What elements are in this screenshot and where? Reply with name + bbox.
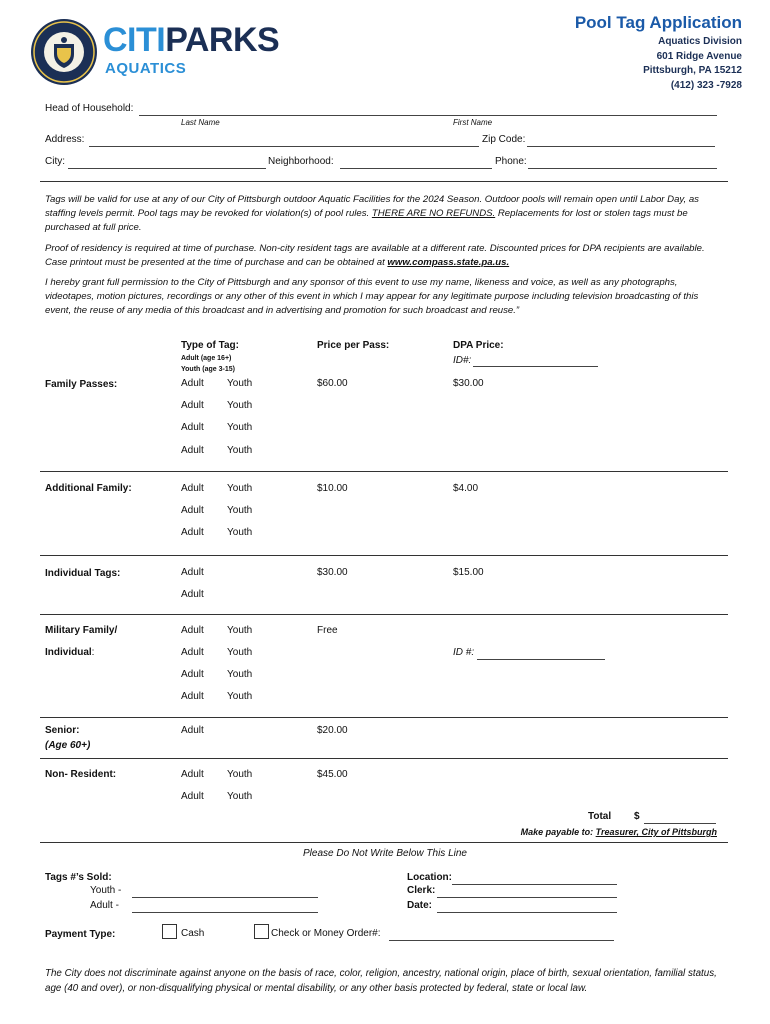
family-passes-label: Family Passes: <box>45 379 118 390</box>
address-line-1: Aquatics Division <box>658 36 742 47</box>
phone-field[interactable] <box>528 168 717 169</box>
logo-citi: CITI <box>103 21 166 59</box>
tags-sold-adult-label: Adult - <box>90 900 119 911</box>
payment-type-label: Payment Type: <box>45 929 116 940</box>
individual-adult-2[interactable]: Adult <box>181 589 204 600</box>
address-field[interactable] <box>89 146 479 147</box>
non-resident-price: $45.00 <box>317 769 348 780</box>
address-line-3: Pittsburgh, PA 15212 <box>643 65 742 76</box>
additional-youth-3[interactable]: Youth <box>227 527 253 538</box>
military-id-field[interactable] <box>477 659 605 660</box>
clerk-field[interactable] <box>437 897 617 898</box>
do-not-write-note: Please Do Not Write Below This Line <box>303 848 467 859</box>
location-field[interactable] <box>452 884 617 885</box>
tags-sold-youth-field[interactable] <box>132 897 318 898</box>
senior-adult[interactable]: Adult <box>181 725 204 736</box>
logo-wordmark <box>103 22 279 58</box>
divider-senior <box>40 758 728 759</box>
military-individual-colon: : <box>91 647 95 658</box>
military-id-label: ID #: <box>453 647 475 658</box>
additional-price: $10.00 <box>317 483 348 494</box>
additional-youth-1[interactable]: Youth <box>227 483 253 494</box>
military-family-label: Military Family/ <box>45 625 118 636</box>
cash-label: Cash <box>181 928 205 939</box>
zip-field[interactable] <box>527 146 715 147</box>
tags-sold-adult-field[interactable] <box>132 912 318 913</box>
city-field[interactable] <box>68 168 266 169</box>
military-adult-2[interactable]: Adult <box>181 647 204 658</box>
check-label: Check or Money Order#: <box>271 928 381 939</box>
zip-label: Zip Code: <box>482 134 526 145</box>
divider-individual <box>40 614 728 615</box>
residency-paragraph <box>45 242 725 270</box>
cash-checkbox[interactable] <box>162 924 177 939</box>
date-label: Date: <box>407 900 433 911</box>
family-youth-1[interactable]: Youth <box>227 378 253 389</box>
location-label: Location: <box>407 872 452 883</box>
non-resident-youth-1[interactable]: Youth <box>227 769 253 780</box>
military-youth-4[interactable]: Youth <box>227 691 253 702</box>
additional-adult-2[interactable]: Adult <box>181 505 204 516</box>
last-name-label: Last Name <box>181 118 220 127</box>
divider-family <box>40 471 728 472</box>
total-dollar-sign: $ <box>634 811 640 822</box>
non-resident-youth-2[interactable]: Youth <box>227 791 253 802</box>
youth-age-note: Youth (age 3-15) <box>181 366 235 373</box>
total-field[interactable] <box>644 823 716 824</box>
residency-text: Proof of residency is required at time of purchase. Non-city resident tags are available at a different rate. Discounted prices for DPA recipients are available. Case printout must be presented at the time of purchase and can be obtained at <box>45 243 705 268</box>
family-youth-2[interactable]: Youth <box>227 400 253 411</box>
adult-age-note: Adult (age 16+) <box>181 355 232 362</box>
check-number-field[interactable] <box>389 940 614 941</box>
neighborhood-field[interactable] <box>340 168 492 169</box>
family-adult-1[interactable]: Adult <box>181 378 204 389</box>
first-name-label: First Name <box>453 118 493 127</box>
family-adult-4[interactable]: Adult <box>181 445 204 456</box>
military-youth-2[interactable]: Youth <box>227 647 253 658</box>
additional-adult-3[interactable]: Adult <box>181 527 204 538</box>
city-label: City: <box>45 156 65 167</box>
page-title: Pool Tag Application <box>574 13 742 32</box>
family-price: $60.00 <box>317 378 348 389</box>
non-resident-label: Non- Resident: <box>45 769 117 780</box>
head-of-household-label: Head of Household: <box>45 103 134 114</box>
tags-sold-label: Tags #’s Sold: <box>45 872 112 883</box>
military-price: Free <box>317 625 338 636</box>
additional-dpa-price: $4.00 <box>453 483 479 494</box>
individual-price: $30.00 <box>317 567 348 578</box>
dpa-id-field[interactable] <box>473 366 598 367</box>
dpa-price-header: DPA Price: <box>453 340 504 351</box>
permission-paragraph: I hereby grant full permission to the City of Pittsburgh and any sponsor of this event to use my name, likeness and voice, as well as any photographs, videotapes, motion pictures, recordings or any other of this event in which I may appear for any legitimate purpose including television broadcasting of this event, the reuse of any media of this broadcast and in advertising and promotion for such broadcast and reuse.” <box>45 277 699 316</box>
non-resident-adult-2[interactable]: Adult <box>181 791 204 802</box>
senior-label: Senior: <box>45 725 80 736</box>
senior-price: $20.00 <box>317 725 348 736</box>
validity-text-b: Replacements for lost or stolen tags must be purchased at full price. <box>45 208 688 233</box>
payable-to: Treasurer, City of Pittsburgh <box>595 827 717 837</box>
divider-top <box>40 181 728 182</box>
additional-family-label: Additional Family: <box>45 483 132 494</box>
military-adult-4[interactable]: Adult <box>181 691 204 702</box>
compass-link[interactable]: www.compass.state.pa.us. <box>387 257 510 268</box>
neighborhood-label: Neighborhood: <box>268 156 334 167</box>
military-youth-3[interactable]: Youth <box>227 669 253 680</box>
divider-military <box>40 717 728 718</box>
additional-youth-2[interactable]: Youth <box>227 505 253 516</box>
header-address <box>643 35 742 93</box>
non-resident-adult-1[interactable]: Adult <box>181 769 204 780</box>
payable-prefix: Make payable to: <box>520 827 596 837</box>
logo-parks: PARKS <box>165 21 280 59</box>
address-line-2: 601 Ridge Avenue <box>656 50 742 62</box>
no-refunds-text: THERE ARE NO REFUNDS. <box>371 208 496 219</box>
family-youth-4[interactable]: Youth <box>227 445 253 456</box>
family-youth-3[interactable]: Youth <box>227 422 253 433</box>
address-line-4: (412) 323 -7928 <box>670 79 742 91</box>
military-individual-label <box>45 647 94 658</box>
head-of-household-field[interactable] <box>139 115 717 116</box>
address-label: Address: <box>45 134 85 145</box>
clerk-label: Clerk: <box>407 885 436 896</box>
military-adult-3[interactable]: Adult <box>181 669 204 680</box>
validity-paragraph <box>45 193 725 235</box>
family-dpa-price: $30.00 <box>453 378 484 389</box>
divider-additional <box>40 555 728 556</box>
date-field[interactable] <box>437 912 617 913</box>
payable-note <box>521 827 717 837</box>
total-label: Total <box>588 811 612 822</box>
dpa-id-label: ID#: <box>453 355 472 366</box>
validity-text-a: Tags will be valid for use at any of our City of Pittsburgh outdoor Aquatic Facilities for the 2024 Season. Outdoor pools will remain open until Labor Day, as staffing levels permit. Pool tags may be revoked for violation(s) of pool rules. <box>45 194 699 219</box>
tags-sold-youth-label: Youth - <box>90 885 122 896</box>
family-adult-3[interactable]: Adult <box>181 422 204 433</box>
phone-label: Phone: <box>495 156 527 167</box>
family-adult-2[interactable]: Adult <box>181 400 204 411</box>
divider-total <box>40 842 728 843</box>
senior-age-note: (Age 60+) <box>45 740 91 751</box>
military-youth-1[interactable]: Youth <box>227 625 253 636</box>
non-discrimination-notice: The City does not discriminate against anyone on the basis of race, color, religion, ancestry, national origin, place of birth, sexual orientation, familial status, age (40 and over), or non-disqualifying physical or mental disability, or any other basis protected by federal, state or local law. <box>45 968 717 994</box>
additional-adult-1[interactable]: Adult <box>181 483 204 494</box>
military-adult-1[interactable]: Adult <box>181 625 204 636</box>
city-seal-logo <box>30 18 98 86</box>
price-per-pass-header: Price per Pass: <box>317 340 390 351</box>
individual-adult-1[interactable]: Adult <box>181 567 204 578</box>
individual-tags-label: Individual Tags: <box>45 568 121 579</box>
check-checkbox[interactable] <box>254 924 269 939</box>
type-of-tag-header: Type of Tag: <box>181 340 239 351</box>
logo-subtitle: AQUATICS <box>105 60 187 77</box>
military-individual-text: Individual <box>45 647 92 658</box>
individual-dpa-price: $15.00 <box>453 567 484 578</box>
